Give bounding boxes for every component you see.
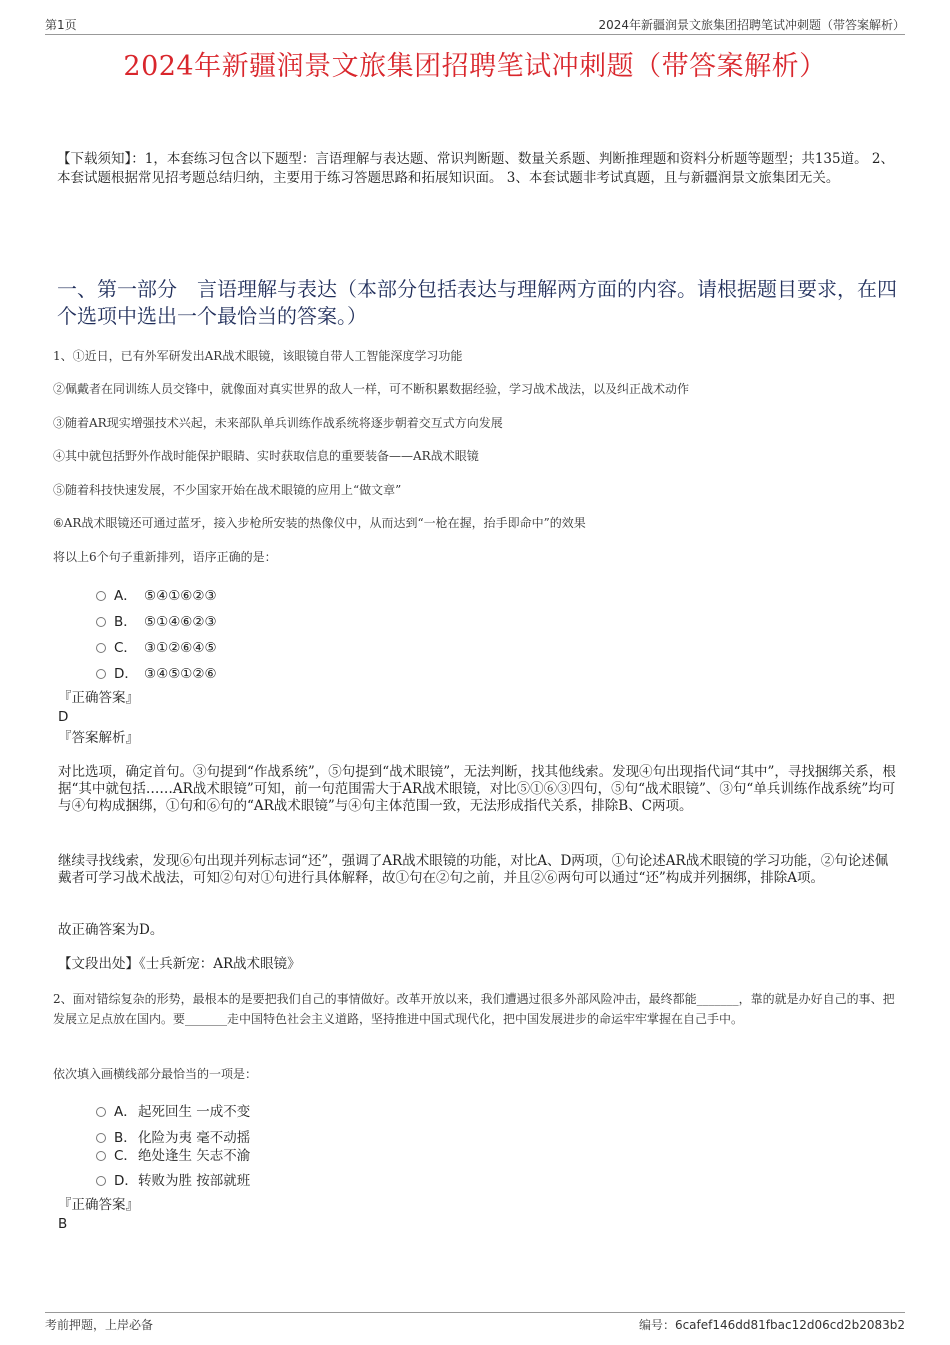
- radio-icon[interactable]: [96, 1107, 106, 1117]
- radio-icon[interactable]: [96, 643, 106, 653]
- q1-analysis-label: 『答案解析』: [58, 730, 139, 746]
- q1-option-c[interactable]: C． ③①②⑥④⑤: [96, 636, 217, 656]
- radio-icon[interactable]: [96, 669, 106, 679]
- q1-answer: D: [58, 709, 69, 725]
- page-footer: [45, 1312, 905, 1333]
- q1-prompt: 将以上6个句子重新排列，语序正确的是：: [53, 550, 277, 564]
- q1-conclusion: 故正确答案为D。: [58, 922, 164, 938]
- q1-source: 【文段出处】《士兵新宠：AR战术眼镜》: [58, 956, 301, 972]
- q2-option-a[interactable]: A．起死回生 一成不变: [96, 1100, 250, 1120]
- footer-serial: 编号：6cafef146dd81fbac12d06cd2b2083b2: [638, 1318, 905, 1332]
- q1-sentence-5: ⑤随着科技快速发展，不少国家开始在战术眼镜的应用上“做文章”: [53, 483, 402, 497]
- document-title: 2024年新疆润景文旅集团招聘笔试冲刺题（带答案解析）: [123, 51, 827, 82]
- section-heading: 一、第一部分 言语理解与表达（本部分包括表达与理解两方面的内容。请根据题目要求，在四个选项中选出一个最恰当的答案。）: [57, 277, 897, 328]
- q2-answer-label: 『正确答案』: [58, 1197, 139, 1213]
- radio-icon[interactable]: [96, 591, 106, 601]
- page-number: 第1页: [45, 18, 77, 32]
- page-header: [45, 14, 905, 35]
- q1-answer-label: 『正确答案』: [58, 690, 139, 706]
- q2-prompt: 依次填入画横线部分最恰当的一项是：: [53, 1067, 258, 1081]
- radio-icon[interactable]: [96, 617, 106, 627]
- q2-answer: B: [58, 1216, 68, 1232]
- q2-option-d[interactable]: D．转败为胜 按部就班: [96, 1169, 250, 1189]
- radio-icon[interactable]: [96, 1151, 106, 1161]
- q1-analysis-paragraph-1: 对比选项，确定首句。③句提到“作战系统”，⑤句提到“战术眼镜”，无法判断，找其他线索。发现④句出现指代词“其中”，寻找捆绑关系，根据“其中就包括……AR战术眼镜”可知，前一句范围需大于AR战术眼镜，对比⑤①⑥③四句，⑤句“战术眼镜”、③句“单兵训练作战系统”均可与④句构成捆绑，①句和⑥句的“AR战术眼镜”与④句主体范围一致，无法形成指代关系，排除B、C两项。: [58, 764, 896, 814]
- q1-option-a[interactable]: A． ⑤④①⑥②③: [96, 584, 217, 604]
- footer-slogan: 考前押题，上岸必备: [45, 1318, 154, 1332]
- q1-sentence-2: ②佩戴者在同训练人员交锋中，就像面对真实世界的敌人一样，可不断积累数据经验，学习战术战法，以及纠正战术动作: [53, 382, 690, 396]
- q1-sentence-3: ③随着AR现实增强技术兴起，未来部队单兵训练作战系统将逐步朝着交互式方向发展: [53, 416, 503, 430]
- q2-stem: 2、面对错综复杂的形势，最根本的是要把我们自己的事情做好。改革开放以来，我们遭遇过很多外部风险冲击，最终都能_______，靠的就是办好自己的事、把发展立足点放在国内。要_______走中国特色社会主义道路，坚持推进中国式现代化，把中国发展进步的命运牢牢掌握在自己手中。: [53, 992, 895, 1026]
- q2-option-c[interactable]: C．绝处逢生 矢志不渝: [96, 1144, 250, 1164]
- q1-sentence-6: ⑥AR战术眼镜还可通过蓝牙，接入步枪所安装的热像仪中，从而达到“一枪在握，抬手即命中”的效果: [53, 516, 586, 530]
- radio-icon[interactable]: [96, 1176, 106, 1186]
- header-doc-title: 2024年新疆润景文旅集团招聘笔试冲刺题（带答案解析）: [598, 18, 905, 32]
- q1-option-d[interactable]: D． ③④⑤①②⑥: [96, 662, 217, 682]
- q1-option-b[interactable]: B． ⑤①④⑥②③: [96, 610, 217, 630]
- q1-analysis-paragraph-2: 继续寻找线索，发现⑥句出现并列标志词“还”，强调了AR战术眼镜的功能，对比A、D两项，①句论述AR战术眼镜的学习功能，②句论述佩戴者可学习战术战法，可知②句对①句进行具体解释，故①句在②句之前，并且②⑥两句可以通过“还”构成并列捆绑，排除A项。: [58, 853, 889, 886]
- q2-option-b[interactable]: B．化险为夷 毫不动摇: [96, 1126, 250, 1146]
- q1-sentence-1: 1、①近日，已有外军研发出AR战术眼镜，该眼镜自带人工智能深度学习功能: [53, 349, 463, 363]
- radio-icon[interactable]: [96, 1133, 106, 1143]
- q1-sentence-4: ④其中就包括野外作战时能保护眼睛、实时获取信息的重要装备——AR战术眼镜: [53, 449, 479, 463]
- download-notice: 【下载须知】：1，本套练习包含以下题型：言语理解与表达题、常识判断题、数量关系题、判断推理题和资料分析题等题型；共135道。 2、本套试题根据常见招考题总结归纳，主要用于练习答题思路和拓展知识面。 3、本套试题非考试真题，且与新疆润景文旅集团无关。: [57, 151, 894, 186]
